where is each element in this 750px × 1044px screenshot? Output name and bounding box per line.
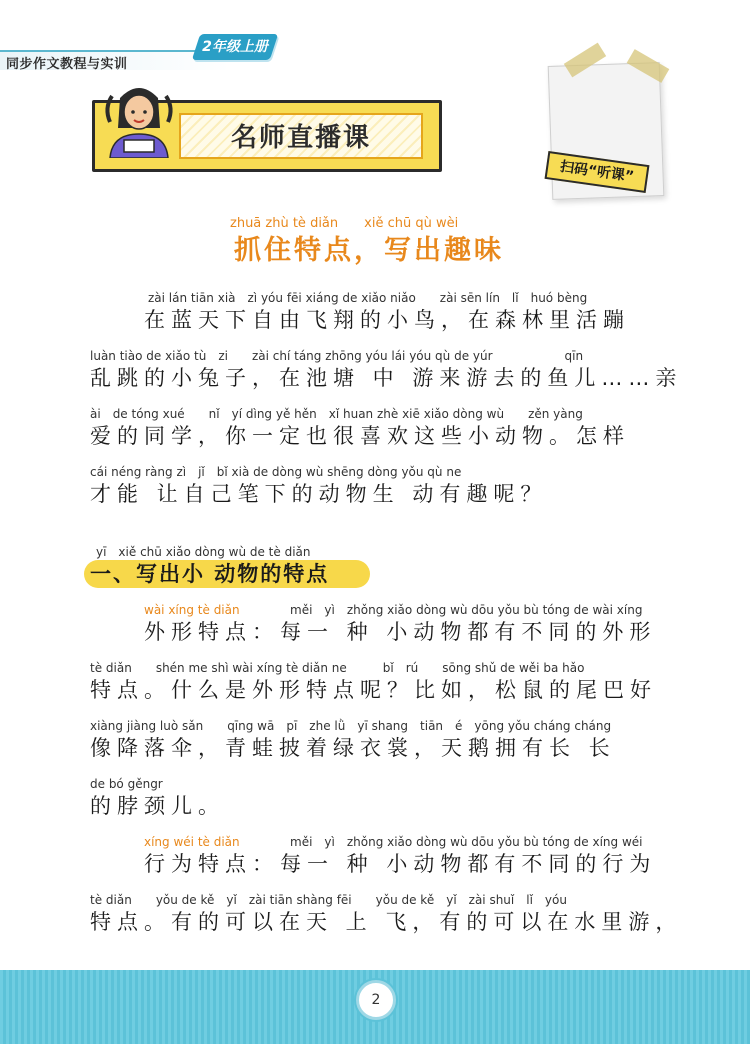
- text: 爱的同学，你一定也很喜欢这些小动物。怎样: [90, 424, 630, 448]
- grade-tag-label: 2年级上册: [202, 39, 268, 55]
- section-heading-pinyin: yī xiě chū xiǎo dòng wù de tè diǎn: [96, 545, 311, 559]
- pinyin: cái néng ràng zì jǐ bǐ xià de dòng wù shēng dòng yǒu qù ne: [90, 465, 462, 479]
- pinyin: měi yì zhǒng xiǎo dòng wù dōu yǒu bù tóng de wài xíng: [290, 603, 643, 617]
- text: 像降落伞，青蛙披着绿衣裳，天鹅拥有长 长: [90, 736, 616, 760]
- pinyin: měi yì zhǒng xiǎo dòng wù dōu yǒu bù tóng de xíng wéi: [290, 835, 643, 849]
- teacher-avatar-icon: [100, 78, 178, 158]
- text: 每一 种 小动物都有不同的外形: [280, 620, 657, 644]
- text: 特点。有的可以在天 上 飞，有的可以在水里游，: [90, 910, 683, 934]
- pinyin: zài lán tiān xià zì yóu fēi xiáng de xiǎo niǎo zài sēn lín lǐ huó bèng: [148, 291, 588, 305]
- appearance-label-pinyin: wài xíng tè diǎn: [144, 603, 240, 617]
- behavior-label: 行为特点：: [144, 852, 279, 876]
- pinyin: tè diǎn shén me shì wài xíng tè diǎn ne bǐ rú sōng shǔ de wěi ba hǎo: [90, 661, 585, 675]
- pinyin: xiàng jiàng luò sǎn qīng wā pī zhe lǜ yī shang tiān é yōng yǒu cháng cháng: [90, 719, 612, 733]
- text: 每一 种 小动物都有不同的行为: [280, 852, 657, 876]
- pinyin: ài de tóng xué nǐ yí dìng yě hěn xǐ huan zhè xiē xiǎo dòng wù zěn yàng: [90, 407, 583, 421]
- lesson-title: 抓住特点，写出趣味: [234, 235, 504, 266]
- appearance-label: 外形特点：: [144, 620, 279, 644]
- text: 乱跳的小兔子，在池塘 中 游来游去的鱼儿……亲: [90, 366, 683, 390]
- grade-tag: [192, 34, 278, 60]
- pinyin: luàn tiào de xiǎo tù zi zài chí táng zhōng yóu lái yóu qù de yúr qīn: [90, 349, 584, 363]
- pinyin: de bó gěngr: [90, 777, 163, 791]
- pinyin: tè diǎn yǒu de kě yǐ zài tiān shàng fēi yǒu de kě yǐ zài shuǐ lǐ yóu: [90, 893, 567, 907]
- banner-title: 名师直播课: [230, 123, 371, 153]
- page-number: 2: [356, 980, 396, 1020]
- qr-listen-label: 扫码“听课”: [545, 151, 650, 193]
- text: 的脖颈儿。: [90, 794, 225, 818]
- banner-title-box: [179, 113, 423, 159]
- text: 在蓝天下自由飞翔的小鸟，在森林里活蹦: [144, 308, 630, 332]
- lesson-title-pinyin: zhuā zhù tè diǎn xiě chū qù wèi: [230, 216, 459, 231]
- section-heading: 一、写出小 动物的特点: [90, 562, 330, 586]
- text: 特点。什么是外形特点呢？比如，松鼠的尾巴好: [90, 678, 657, 702]
- behavior-label-pinyin: xíng wéi tè diǎn: [144, 835, 240, 849]
- series-title: 同步作文教程与实训: [6, 57, 128, 72]
- text: 才能 让自己笔下的动物生 动有趣呢？: [90, 482, 548, 506]
